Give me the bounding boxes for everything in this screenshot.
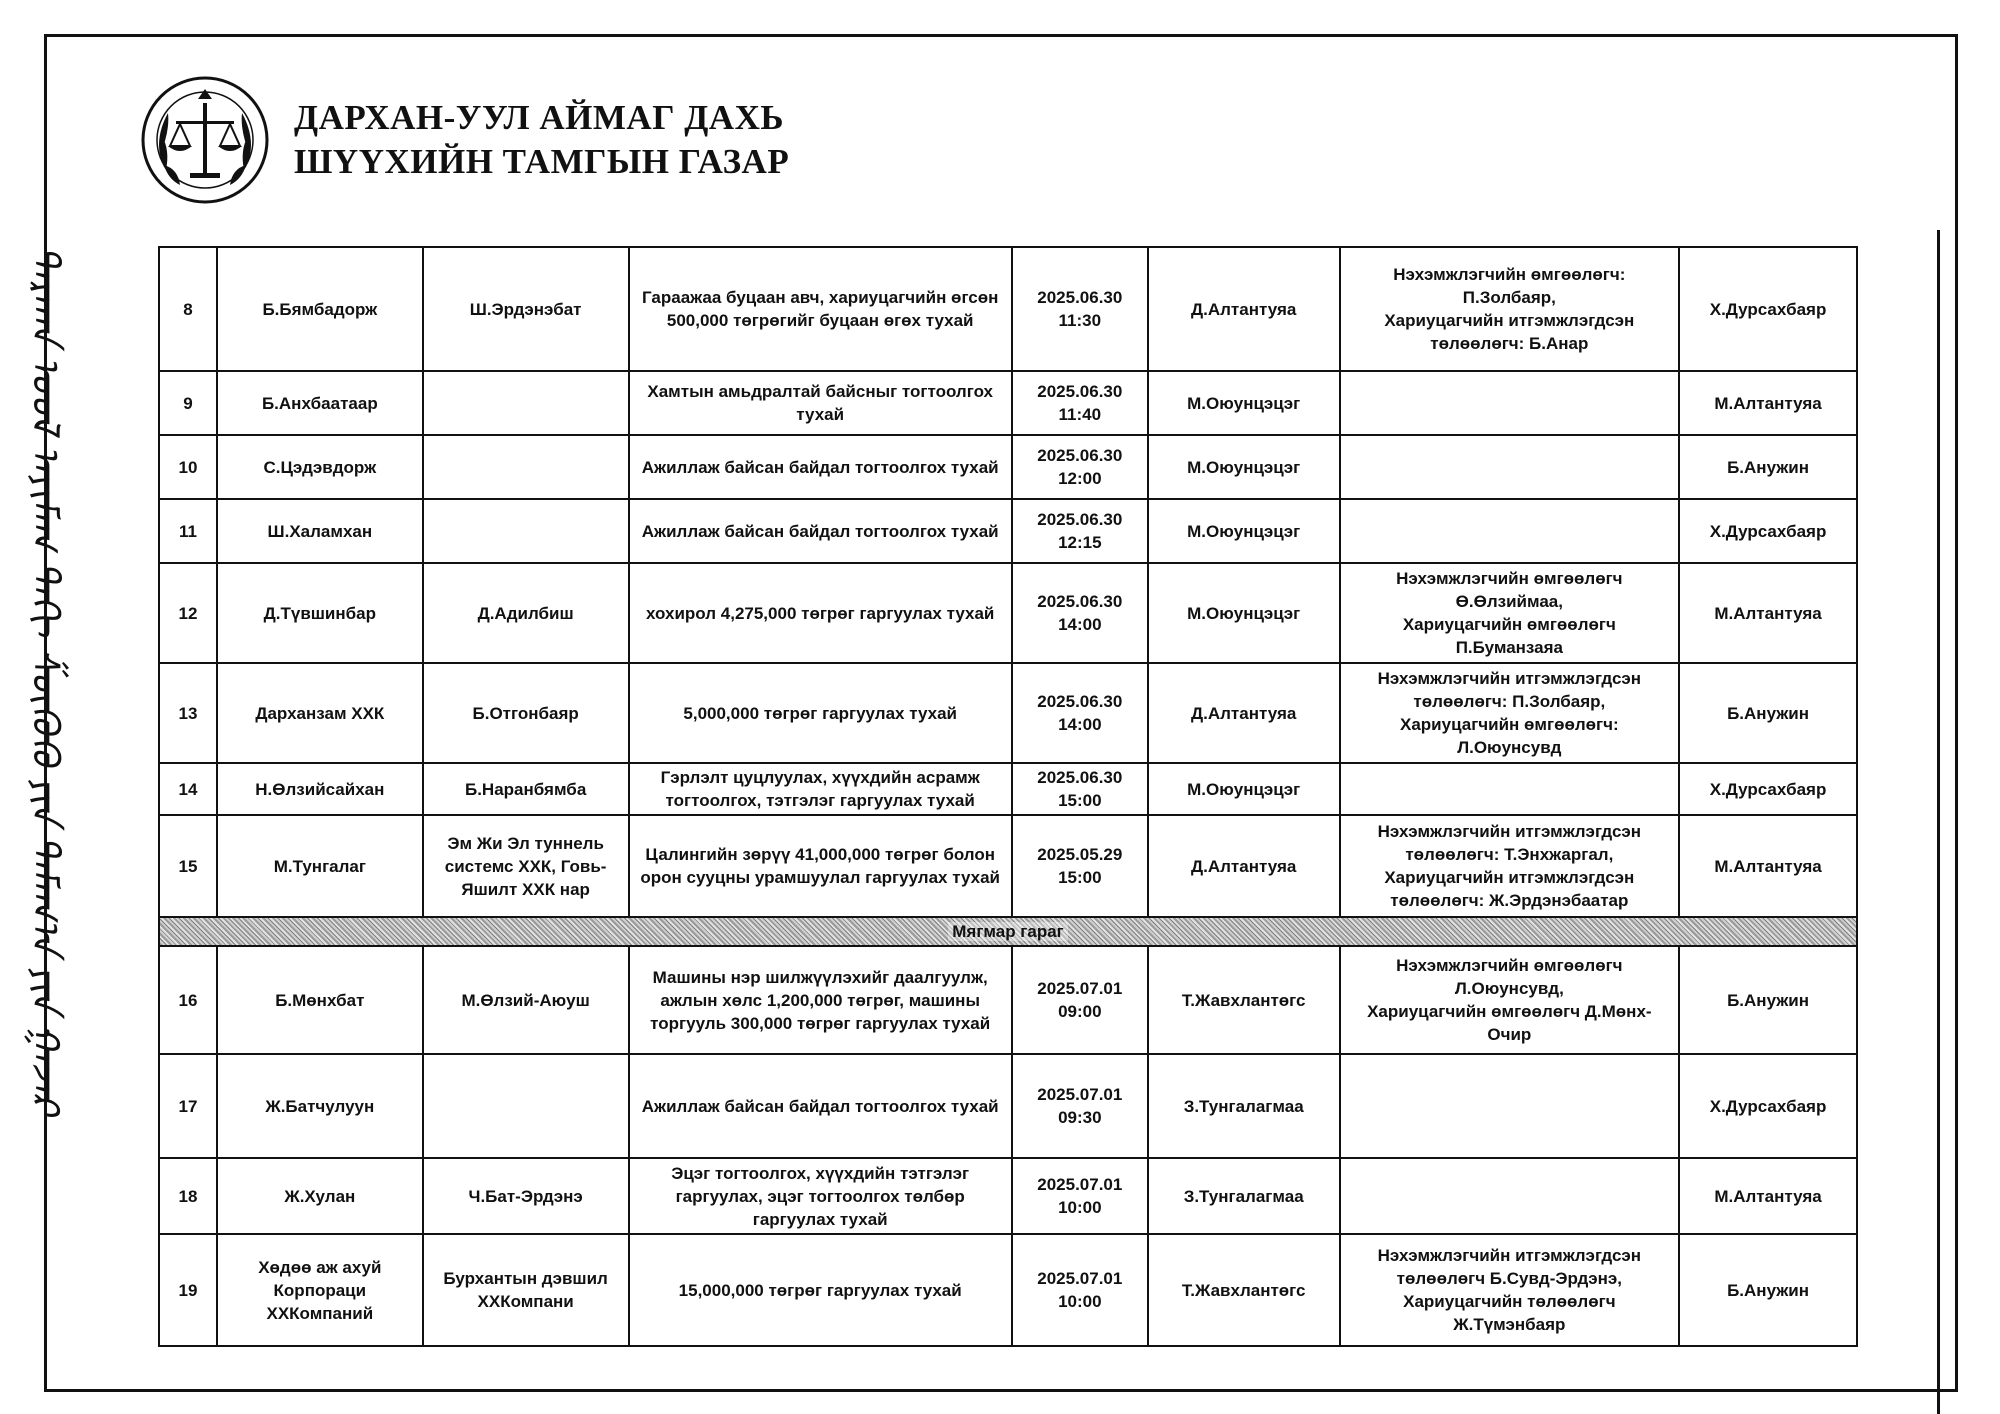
plaintiff-cell: Б.Мөнхбат bbox=[217, 946, 423, 1054]
hearing-date: 2025.07.01 bbox=[1037, 979, 1123, 998]
hearing-time: 14:00 bbox=[1058, 715, 1102, 734]
row-number: 14 bbox=[159, 763, 217, 815]
hearing-date: 2025.06.30 bbox=[1037, 768, 1123, 787]
org-title-line2: ШҮҮХИЙН ТАМГЫН ГАЗАР bbox=[294, 142, 790, 181]
participant-line: Нэхэмжлэгчийн итгэмжлэгдсэн bbox=[1377, 1246, 1642, 1265]
judge-cell: М.Оюунцэцэг bbox=[1148, 371, 1340, 435]
row-number: 9 bbox=[159, 371, 217, 435]
table-row bbox=[159, 247, 1857, 371]
row-number: 13 bbox=[159, 663, 217, 763]
defendant-cell bbox=[423, 371, 629, 435]
judge-cell: М.Оюунцэцэг bbox=[1148, 499, 1340, 563]
side-script-text: ᠳᠠᠷᠬᠠᠨ ᠤᠤᠯ ᠠᠶᠢᠮᠠᠭ ᠳᠠᠬᠢ ᠱᠦᠭᠦᠬᠦ ᠶᠢᠨ ᠲᠠᠮᠠᠭ᠎ᠠ ᠶᠢᠨ ᠭᠠᠵᠠᠷ bbox=[24, 245, 69, 1115]
participant-line: Нэхэмжлэгчийн өмгөөлөгч: bbox=[1393, 265, 1626, 284]
participant-line: төлөөлөгч: П.Золбаяр, bbox=[1413, 692, 1606, 711]
table-row bbox=[159, 946, 1857, 1054]
datetime-cell bbox=[1012, 663, 1148, 763]
table-row bbox=[159, 1054, 1857, 1158]
hearing-time: 11:40 bbox=[1058, 405, 1102, 424]
clerk-cell: Х.Дурсахбаяр bbox=[1679, 499, 1857, 563]
clerk-cell: М.Алтантуяа bbox=[1679, 371, 1857, 435]
plaintiff-cell: С.Цэдэвдорж bbox=[217, 435, 423, 499]
participant-line: төлөөлөгч: Б.Анар bbox=[1430, 334, 1589, 353]
participants-cell bbox=[1340, 371, 1679, 435]
participant-line: Нэхэмжлэгчийн итгэмжлэгдсэн bbox=[1377, 822, 1642, 841]
row-number: 16 bbox=[159, 946, 217, 1054]
hearing-time: 12:00 bbox=[1058, 469, 1102, 488]
claim-cell: Ажиллаж байсан байдал тогтоолгох тухай bbox=[629, 1054, 1012, 1158]
claim-cell: Машины нэр шилжүүлэхийг даалгуулж, ажлын хөлс 1,200,000 төгрөг, машины торгууль 300,000 төгрөг гаргуулах тухай bbox=[629, 946, 1012, 1054]
participant-line: төлөөлөгч Б.Сувд-Эрдэнэ, bbox=[1396, 1269, 1622, 1288]
participants-cell bbox=[1340, 1234, 1679, 1346]
table-row bbox=[159, 435, 1857, 499]
participant-line: Л.Оюунсувд, bbox=[1454, 979, 1564, 998]
defendant-cell: Ч.Бат-Эрдэнэ bbox=[423, 1158, 629, 1234]
hearing-date: 2025.06.30 bbox=[1037, 288, 1123, 307]
day-separator-row bbox=[159, 917, 1857, 946]
participant-line: Нэхэмжлэгчийн өмгөөлөгч bbox=[1396, 956, 1623, 975]
participant-line: Ж.Түмэнбаяр bbox=[1453, 1315, 1566, 1334]
row-number: 19 bbox=[159, 1234, 217, 1346]
row-number: 11 bbox=[159, 499, 217, 563]
participants-cell bbox=[1340, 663, 1679, 763]
hearing-time: 15:00 bbox=[1058, 791, 1102, 810]
participant-line: Хариуцагчийн итгэмжлэгдсэн bbox=[1384, 311, 1635, 330]
participants-cell bbox=[1340, 499, 1679, 563]
hearing-date: 2025.05.29 bbox=[1037, 845, 1123, 864]
defendant-cell: М.Өлзий-Аюуш bbox=[423, 946, 629, 1054]
defendant-cell: Б.Отгонбаяр bbox=[423, 663, 629, 763]
claim-cell: Ажиллаж байсан байдал тогтоолгох тухай bbox=[629, 435, 1012, 499]
participant-line: П.Золбаяр, bbox=[1462, 288, 1556, 307]
defendant-cell: Эм Жи Эл туннель системс ХХК, Говь-Яшилт ХХК нар bbox=[423, 815, 629, 917]
hearing-date: 2025.06.30 bbox=[1037, 692, 1123, 711]
row-number: 15 bbox=[159, 815, 217, 917]
participants-cell bbox=[1340, 1158, 1679, 1234]
day-separator-label: Мягмар гараг bbox=[948, 922, 1068, 941]
clerk-cell: М.Алтантуяа bbox=[1679, 563, 1857, 663]
participant-line: Ө.Өлзиймаа, bbox=[1455, 592, 1563, 611]
table-row bbox=[159, 371, 1857, 435]
table-row bbox=[159, 1158, 1857, 1234]
hearing-time: 09:30 bbox=[1058, 1108, 1102, 1127]
clerk-cell: Х.Дурсахбаяр bbox=[1679, 247, 1857, 371]
clerk-cell: Б.Анужин bbox=[1679, 663, 1857, 763]
judge-cell: З.Тунгалагмаа bbox=[1148, 1054, 1340, 1158]
plaintiff-cell: Ж.Батчулуун bbox=[217, 1054, 423, 1158]
claim-cell: Ажиллаж байсан байдал тогтоолгох тухай bbox=[629, 499, 1012, 563]
court-emblem-icon bbox=[140, 75, 270, 205]
participants-cell bbox=[1340, 763, 1679, 815]
judge-cell: М.Оюунцэцэг bbox=[1148, 563, 1340, 663]
defendant-cell bbox=[423, 499, 629, 563]
judge-cell: Д.Алтантуяа bbox=[1148, 247, 1340, 371]
plaintiff-cell: Б.Анхбаатаар bbox=[217, 371, 423, 435]
hearing-date: 2025.06.30 bbox=[1037, 592, 1123, 611]
datetime-cell bbox=[1012, 815, 1148, 917]
hearing-schedule-table bbox=[158, 246, 1858, 1347]
datetime-cell bbox=[1012, 371, 1148, 435]
defendant-cell: Ш.Эрдэнэбат bbox=[423, 247, 629, 371]
defendant-cell bbox=[423, 1054, 629, 1158]
participants-cell bbox=[1340, 815, 1679, 917]
judge-cell: М.Оюунцэцэг bbox=[1148, 435, 1340, 499]
plaintiff-cell: Д.Түвшинбар bbox=[217, 563, 423, 663]
document-header bbox=[140, 70, 789, 210]
participants-cell bbox=[1340, 946, 1679, 1054]
plaintiff-cell: Ж.Хулан bbox=[217, 1158, 423, 1234]
hearing-date: 2025.06.30 bbox=[1037, 446, 1123, 465]
table-row bbox=[159, 499, 1857, 563]
datetime-cell bbox=[1012, 763, 1148, 815]
participant-line: Хариуцагчийн өмгөөлөгч Д.Мөнх- bbox=[1367, 1002, 1652, 1021]
datetime-cell bbox=[1012, 1158, 1148, 1234]
clerk-cell: М.Алтантуяа bbox=[1679, 1158, 1857, 1234]
plaintiff-cell: М.Тунгалаг bbox=[217, 815, 423, 917]
table-row bbox=[159, 815, 1857, 917]
row-number: 8 bbox=[159, 247, 217, 371]
claim-cell: Хамтын амьдралтай байсныг тогтоолгох тухай bbox=[629, 371, 1012, 435]
hearing-date: 2025.06.30 bbox=[1037, 382, 1123, 401]
claim-cell: 5,000,000 төгрөг гаргуулах тухай bbox=[629, 663, 1012, 763]
clerk-cell: Б.Анужин bbox=[1679, 435, 1857, 499]
participant-line: Хариуцагчийн өмгөөлөгч: bbox=[1400, 715, 1619, 734]
participants-cell bbox=[1340, 1054, 1679, 1158]
datetime-cell bbox=[1012, 1234, 1148, 1346]
hearing-date: 2025.07.01 bbox=[1037, 1085, 1123, 1104]
claim-cell: Гараажаа буцаан авч, хариуцагчийн өгсөн 500,000 төгрөгийг буцаан өгөх тухай bbox=[629, 247, 1012, 371]
row-number: 17 bbox=[159, 1054, 217, 1158]
table-row bbox=[159, 1234, 1857, 1346]
org-title-line1: ДАРХАН-УУЛ АЙМАГ ДАХЬ bbox=[294, 98, 784, 137]
hearing-time: 15:00 bbox=[1058, 868, 1102, 887]
hearing-time: 14:00 bbox=[1058, 615, 1102, 634]
row-number: 12 bbox=[159, 563, 217, 663]
judge-cell: Т.Жавхлантөгс bbox=[1148, 1234, 1340, 1346]
row-number: 10 bbox=[159, 435, 217, 499]
datetime-cell bbox=[1012, 1054, 1148, 1158]
clerk-cell: Б.Анужин bbox=[1679, 946, 1857, 1054]
participants-cell bbox=[1340, 247, 1679, 371]
hearing-time: 10:00 bbox=[1058, 1198, 1102, 1217]
hearing-date: 2025.07.01 bbox=[1037, 1175, 1123, 1194]
judge-cell: Д.Алтантуяа bbox=[1148, 663, 1340, 763]
org-title bbox=[294, 96, 789, 184]
hearing-time: 09:00 bbox=[1058, 1002, 1102, 1021]
defendant-cell: Бурхантын дэвшил ХХКомпани bbox=[423, 1234, 629, 1346]
datetime-cell bbox=[1012, 563, 1148, 663]
participant-line: П.Буманзаяа bbox=[1455, 638, 1563, 657]
plaintiff-cell: Б.Бямбадорж bbox=[217, 247, 423, 371]
participant-line: Нэхэмжлэгчийн өмгөөлөгч bbox=[1396, 569, 1623, 588]
hearing-time: 12:15 bbox=[1058, 533, 1102, 552]
judge-cell: З.Тунгалагмаа bbox=[1148, 1158, 1340, 1234]
day-separator bbox=[159, 917, 1857, 946]
claim-cell: 15,000,000 төгрөг гаргуулах тухай bbox=[629, 1234, 1012, 1346]
participant-line: Хариуцагчийн итгэмжлэгдсэн bbox=[1384, 868, 1635, 887]
plaintiff-cell: Н.Өлзийсайхан bbox=[217, 763, 423, 815]
hearing-date: 2025.07.01 bbox=[1037, 1269, 1123, 1288]
clerk-cell: М.Алтантуяа bbox=[1679, 815, 1857, 917]
plaintiff-cell: Ш.Халамхан bbox=[217, 499, 423, 563]
claim-cell: Цалингийн зөрүү 41,000,000 төгрөг болон орон сууцны урамшуулал гаргуулах тухай bbox=[629, 815, 1012, 917]
claim-cell: Эцэг тогтоолгох, хүүхдийн тэтгэлэг гаргуулах, эцэг тогтоолгох төлбөр гаргуулах тухай bbox=[629, 1158, 1012, 1234]
participants-cell bbox=[1340, 563, 1679, 663]
judge-cell: Т.Жавхлантөгс bbox=[1148, 946, 1340, 1054]
defendant-cell: Д.Адилбиш bbox=[423, 563, 629, 663]
defendant-cell: Б.Наранбямба bbox=[423, 763, 629, 815]
datetime-cell bbox=[1012, 247, 1148, 371]
table-row bbox=[159, 563, 1857, 663]
judge-cell: М.Оюунцэцэг bbox=[1148, 763, 1340, 815]
plaintiff-cell: Хөдөө аж ахуй Корпораци ХХКомпаний bbox=[217, 1234, 423, 1346]
participant-line: Очир bbox=[1487, 1025, 1532, 1044]
participant-line: төлөөлөгч: Т.Энхжаргал, bbox=[1405, 845, 1614, 864]
participant-line: төлөөлөгч: Ж.Эрдэнэбаатар bbox=[1390, 891, 1629, 910]
clerk-cell: Б.Анужин bbox=[1679, 1234, 1857, 1346]
frame-right-rule bbox=[1937, 230, 1940, 1414]
participant-line: Л.Оюунсувд bbox=[1457, 738, 1562, 757]
defendant-cell bbox=[423, 435, 629, 499]
plaintiff-cell: Дарханзам ХХК bbox=[217, 663, 423, 763]
datetime-cell bbox=[1012, 946, 1148, 1054]
table-row bbox=[159, 763, 1857, 815]
clerk-cell: Х.Дурсахбаяр bbox=[1679, 1054, 1857, 1158]
clerk-cell: Х.Дурсахбаяр bbox=[1679, 763, 1857, 815]
participants-cell bbox=[1340, 435, 1679, 499]
hearing-time: 10:00 bbox=[1058, 1292, 1102, 1311]
judge-cell: Д.Алтантуяа bbox=[1148, 815, 1340, 917]
table-row bbox=[159, 663, 1857, 763]
claim-cell: Гэрлэлт цуцлуулах, хүүхдийн асрамж тогтоолгох, тэтгэлэг гаргуулах тухай bbox=[629, 763, 1012, 815]
participant-line: Хариуцагчийн төлөөлөгч bbox=[1403, 1292, 1616, 1311]
participant-line: Нэхэмжлэгчийн итгэмжлэгдсэн bbox=[1377, 669, 1642, 688]
row-number: 18 bbox=[159, 1158, 217, 1234]
participant-line: Хариуцагчийн өмгөөлөгч bbox=[1402, 615, 1616, 634]
hearing-date: 2025.06.30 bbox=[1037, 510, 1123, 529]
claim-cell: хохирол 4,275,000 төгрөг гаргуулах тухай bbox=[629, 563, 1012, 663]
datetime-cell bbox=[1012, 435, 1148, 499]
hearing-time: 11:30 bbox=[1058, 311, 1102, 330]
datetime-cell bbox=[1012, 499, 1148, 563]
side-mongolian-script bbox=[24, 180, 84, 1180]
